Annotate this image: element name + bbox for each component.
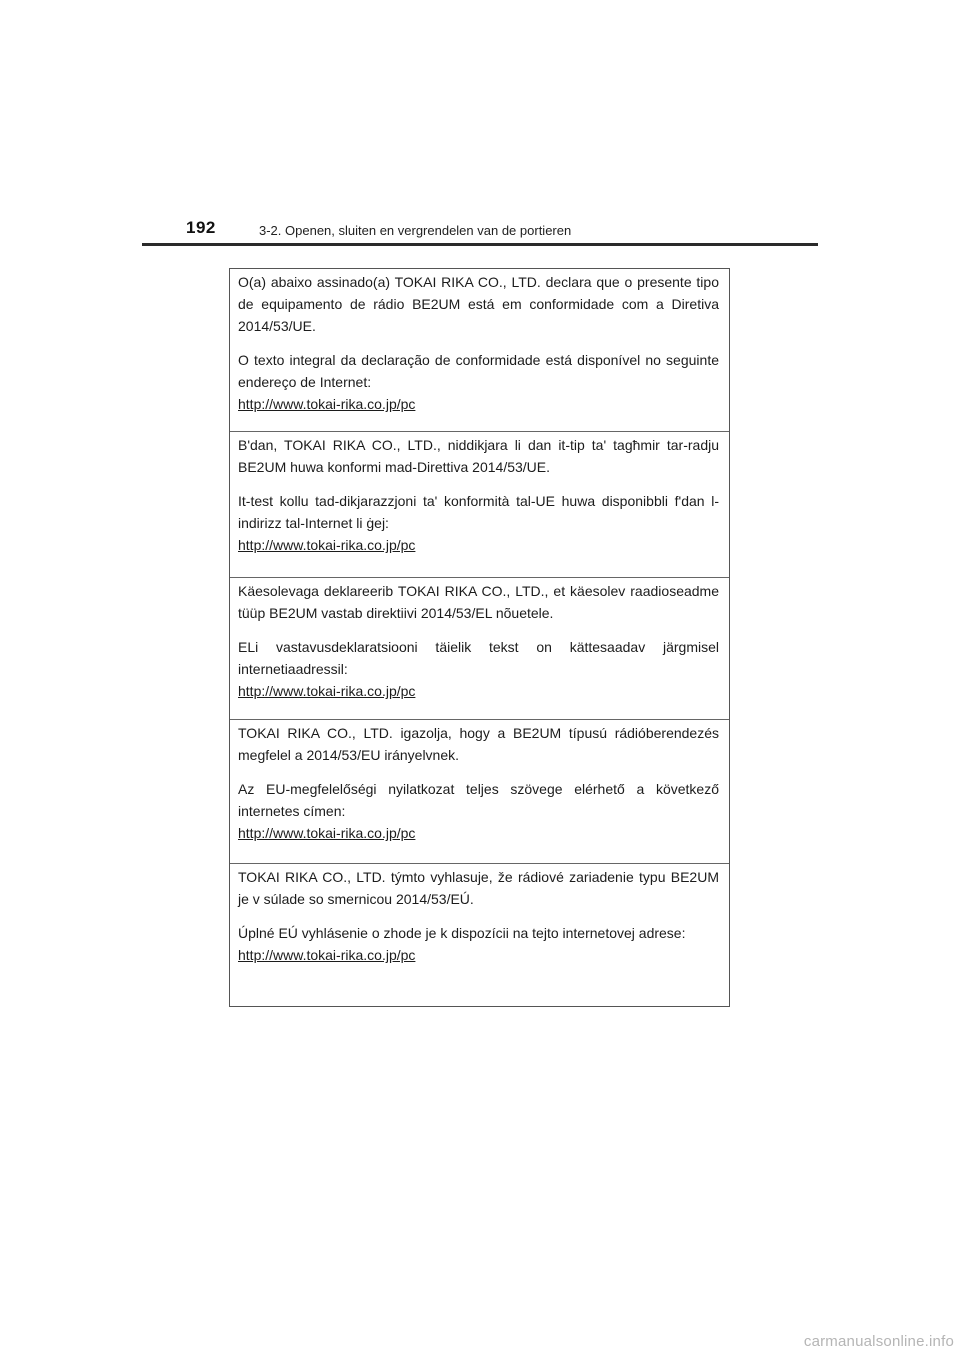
- declaration-url-link[interactable]: http://www.tokai-rika.co.jp/pc: [238, 947, 416, 963]
- declaration-availability: O texto integral da declaração de conformidade está disponível no seguinte endereço de Internet:: [238, 352, 719, 390]
- declaration-block-maltese: [230, 431, 729, 577]
- declaration-block-portuguese: [230, 269, 729, 431]
- page-header: [142, 214, 818, 246]
- declaration-availability: Az EU-megfelelőségi nyilatkozat teljes szövege elérhető a következő internetes címen:: [238, 781, 719, 819]
- declaration-statement: Käesolevaga deklareerib TOKAI RIKA CO., LTD., et käesolev raadioseadme tüüp BE2UM vastab direktiivi 2014/53/EL nõuetele.: [238, 583, 719, 621]
- declaration-statement: O(a) abaixo assinado(a) TOKAI RIKA CO., LTD. declara que o presente tipo de equipamento de rádio BE2UM está em conformidade com a Diretiva 2014/53/UE.: [238, 274, 719, 334]
- declaration-statement: TOKAI RIKA CO., LTD. igazolja, hogy a BE2UM típusú rádióberendezés megfelel a 2014/53/EU irányelvnek.: [238, 725, 719, 763]
- declaration-block-estonian: [230, 577, 729, 719]
- declaration-availability: ELi vastavusdeklaratsiooni täielik tekst on kättesaadav järgmisel internetiaadressil:: [238, 639, 719, 677]
- declaration-url-link[interactable]: http://www.tokai-rika.co.jp/pc: [238, 825, 416, 841]
- header-divider: [142, 243, 818, 246]
- declaration-table: [229, 268, 730, 1007]
- watermark: carmanualsonline.info: [803, 1333, 954, 1350]
- declaration-url-link[interactable]: http://www.tokai-rika.co.jp/pc: [238, 396, 416, 412]
- declaration-availability: It-test kollu tad-dikjarazzjoni ta' konformità tal-UE huwa disponibbli f'dan l-indirizz tal-Internet li ġej:: [238, 493, 719, 531]
- declaration-block-hungarian: [230, 719, 729, 863]
- declaration-statement: B'dan, TOKAI RIKA CO., LTD., niddikjara li dan it-tip ta' tagħmir tar-radju BE2UM huwa konformi mad-Direttiva 2014/53/UE.: [238, 437, 719, 475]
- page-number: 192: [186, 218, 216, 237]
- declaration-url-link[interactable]: http://www.tokai-rika.co.jp/pc: [238, 683, 416, 699]
- declaration-statement: TOKAI RIKA CO., LTD. týmto vyhlasuje, že rádiové zariadenie typu BE2UM je v súlade so smernicou 2014/53/EÚ.: [238, 869, 719, 907]
- declaration-url-link[interactable]: http://www.tokai-rika.co.jp/pc: [238, 537, 416, 553]
- declaration-availability: Úplné EÚ vyhlásenie o zhode je k dispozícii na tejto internetovej adrese:: [238, 925, 686, 941]
- section-title: 3-2. Openen, sluiten en vergrendelen van de portieren: [259, 223, 572, 238]
- declaration-block-slovak: [230, 863, 729, 1006]
